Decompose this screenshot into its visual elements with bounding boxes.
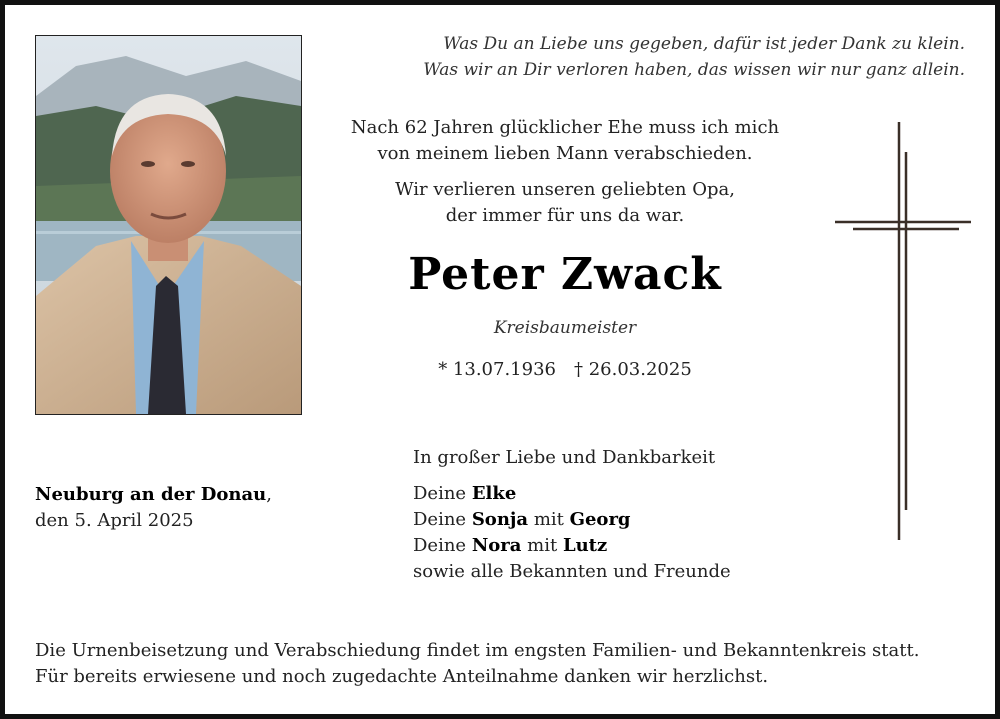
mourner-partner-name: Lutz [562, 535, 608, 556]
portrait-image [36, 36, 301, 414]
life-dates [315, 359, 815, 380]
mourner-prefix: Deine [413, 535, 472, 556]
place-comma: , [266, 484, 272, 505]
intro-line-1: Nach 62 Jahren glücklicher Ehe muss ich mich [350, 117, 780, 138]
mourner-prefix: Deine [413, 509, 472, 530]
mourners-block [413, 445, 731, 585]
portrait-photo [35, 35, 302, 415]
mourner-name: Nora [471, 535, 522, 556]
intro-spouse [315, 115, 815, 167]
mourner-partner-name: Georg [569, 509, 631, 530]
motto-quote [423, 31, 965, 83]
cross-icon [833, 120, 973, 549]
mourner-prefix: Deine [413, 483, 472, 504]
place-and-date [35, 482, 272, 534]
motto-line-1: Was Du an Liebe uns gegeben, dafür ist jeder Dank zu klein. [443, 34, 965, 54]
mourner-name: Sonja [471, 509, 529, 530]
footer-line-1: Die Urnenbeisetzung und Verabschiedung findet im engsten Familien- und Bekanntenkreis statt. [35, 640, 920, 661]
notice-date: den 5. April 2025 [35, 510, 194, 531]
mourner-connector: mit [521, 535, 563, 556]
deceased-title: Kreisbaumeister [493, 318, 637, 338]
mourner-row [413, 507, 731, 533]
intro-line-3: Wir verlieren unseren geliebten Opa, [395, 179, 735, 200]
deceased-name: Peter Zwack [408, 249, 722, 300]
footer-note [35, 638, 919, 690]
intro-line-4: der immer für uns da war. [445, 205, 685, 226]
footer-line-2: Für bereits erwiesene und noch zugedachte Anteilnahme danken wir herzlichst. [35, 666, 769, 687]
mourners-heading: In großer Liebe und Dankbarkeit [413, 447, 716, 468]
mourner-connector: mit [528, 509, 570, 530]
mourner-row [413, 481, 731, 507]
death-date: † 26.03.2025 [574, 359, 692, 380]
intro-grandchildren [315, 177, 815, 229]
motto-line-2: Was wir an Dir verloren haben, das wissen wir nur ganz allein. [423, 60, 965, 80]
place-city: Neuburg an der Donau [35, 484, 267, 505]
mourner-name: Elke [471, 483, 517, 504]
birth-date: * 13.07.1936 [438, 359, 556, 380]
mourners-closing: sowie alle Bekannten und Freunde [413, 561, 731, 582]
intro-line-2: von meinem lieben Mann verabschieden. [377, 143, 753, 164]
mourner-row [413, 533, 731, 559]
